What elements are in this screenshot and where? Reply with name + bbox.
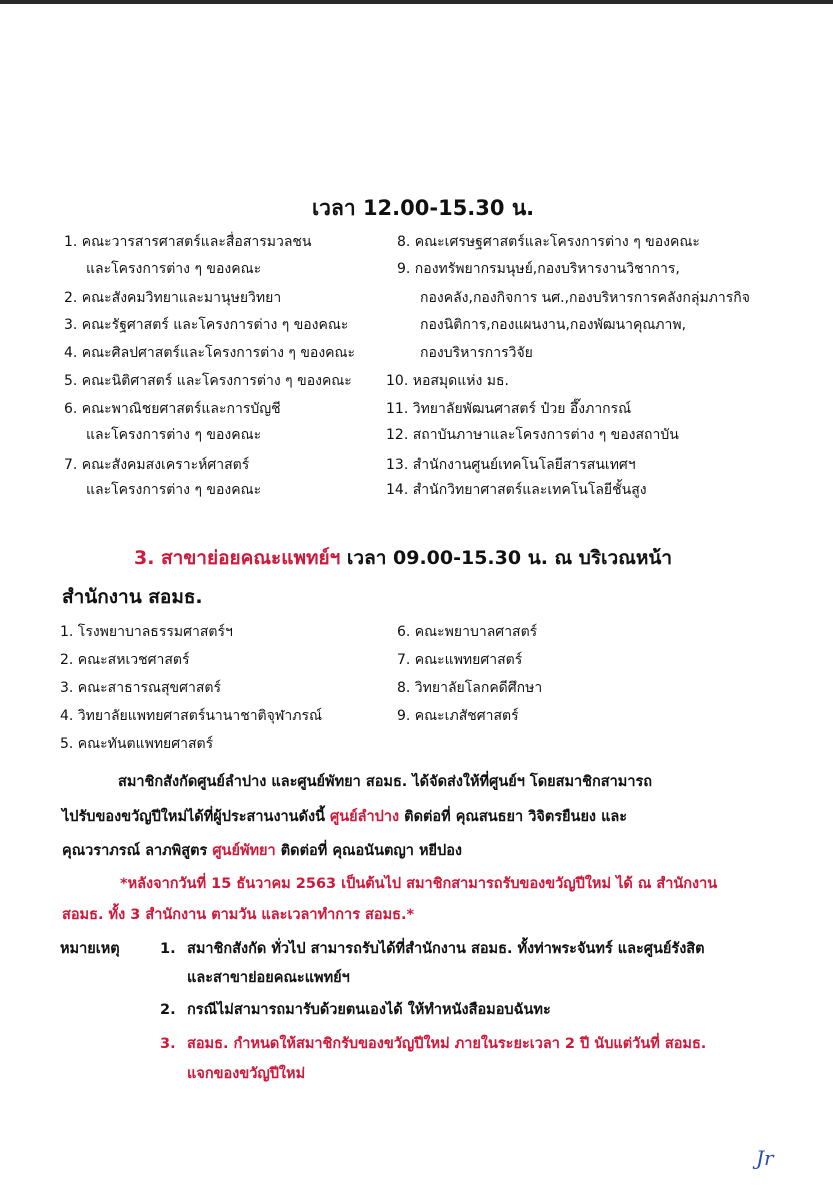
list-item: 14. สำนักวิทยาศาสตร์และเทคโนโลยีชั้นสูง	[386, 482, 647, 498]
section3-title-red: 3. สาขาย่อยคณะแพทย์ฯ	[134, 547, 341, 569]
list-item: 4. วิทยาลัยแพทยศาสตร์นานาชาติจุฬาภรณ์	[60, 708, 323, 724]
remark-number: 2.	[160, 1002, 176, 1018]
list-item: 3. คณะรัฐศาสตร์ และโครงการต่าง ๆ ของคณะ	[64, 317, 349, 333]
paragraph-text: คุณวราภรณ์ ลาภพิสูตร	[62, 843, 213, 859]
list-item: และโครงการต่าง ๆ ของคณะ	[86, 261, 262, 277]
paragraph-line	[62, 837, 462, 865]
paragraph-line: สมาชิกสังกัดศูนย์ลำปาง และศูนย์พัทยา สอมธ. ได้จัดส่งให้ที่ศูนย์ฯ โดยสมาชิกสามารถ	[118, 774, 653, 790]
remark-number: 3.	[160, 1036, 176, 1052]
list-item: และโครงการต่าง ๆ ของคณะ	[86, 427, 262, 443]
list-item: 7. คณะสังคมสงเคราะห์ศาสตร์	[64, 457, 250, 473]
list-item: 3. คณะสาธารณสุขศาสตร์	[60, 680, 222, 696]
list-item: 1. โรงพยาบาลธรรมศาสตร์ฯ	[60, 624, 233, 640]
remark-text: และสาขาย่อยคณะแพทย์ฯ	[187, 970, 350, 986]
center-name-lampang: ศูนย์ลำปาง	[330, 809, 400, 825]
remark-number: 1.	[160, 941, 176, 957]
section3-title	[134, 543, 672, 573]
paragraph-text: ติดต่อที่ คุณอนันตญา หยีปอง	[275, 843, 463, 859]
top-border	[0, 0, 833, 4]
remarks-label: หมายเหตุ	[60, 941, 120, 957]
time-heading: เวลา 12.00-15.30 น.	[312, 196, 535, 220]
remark-text: แจกของขวัญปีใหม่	[187, 1066, 306, 1082]
list-item: 9. กองทรัพยากรมนุษย์,กองบริหารงานวิชาการ,	[397, 261, 680, 277]
list-item: 11. วิทยาลัยพัฒนศาสตร์ ป๋วย อึ๊งภากรณ์	[386, 401, 632, 417]
list-item: 6. คณะพยาบาลศาสตร์	[397, 624, 538, 640]
paragraph-text: ไปรับของขวัญปีใหม่ได้ที่ผู้ประสานงานดังนี้	[62, 809, 331, 825]
list-item: 8. วิทยาลัยโลกคดีศึกษา	[397, 680, 543, 696]
paragraph-line	[62, 803, 627, 831]
list-item: 8. คณะเศรษฐศาสตร์และโครงการต่าง ๆ ของคณะ	[397, 234, 700, 250]
center-name-pattaya: ศูนย์พัทยา	[212, 843, 276, 859]
notice-line: สอมธ. ทั้ง 3 สำนักงาน ตามวัน และเวลาทำการ สอมธ.*	[62, 907, 415, 923]
list-item: 10. หอสมุดแห่ง มธ.	[386, 373, 509, 389]
list-item: 12. สถาบันภาษาและโครงการต่าง ๆ ของสถาบัน	[386, 427, 679, 443]
list-item: และโครงการต่าง ๆ ของคณะ	[86, 482, 262, 498]
paragraph-text: ติดต่อที่ คุณสนธยา วิจิตรยืนยง และ	[399, 809, 628, 825]
section3-title-line2: สำนักงาน สอมธ.	[62, 586, 203, 608]
signature: Jr	[756, 1146, 774, 1170]
list-item: 5. คณะทันตแพทยศาสตร์	[60, 736, 214, 752]
list-item: 6. คณะพาณิชยศาสตร์และการบัญชี	[64, 401, 281, 417]
list-item: 5. คณะนิติศาสตร์ และโครงการต่าง ๆ ของคณะ	[64, 373, 352, 389]
remark-text: สมาชิกสังกัด ทั่วไป สามารถรับได้ที่สำนักงาน สอมธ. ทั้งท่าพระจันทร์ และศูนย์รังสิต	[187, 941, 705, 957]
list-item: กองบริหารการวิจัย	[420, 345, 533, 361]
list-item: 9. คณะเภสัชศาสตร์	[397, 708, 519, 724]
list-item: 2. คณะสังคมวิทยาและมานุษยวิทยา	[64, 290, 282, 306]
remark-text: กรณีไม่สามารถมารับด้วยตนเองได้ ให้ทำหนังสือมอบฉันทะ	[187, 1002, 551, 1018]
list-item: 4. คณะศิลปศาสตร์และโครงการต่าง ๆ ของคณะ	[64, 345, 356, 361]
list-item: 7. คณะแพทยศาสตร์	[397, 652, 523, 668]
notice-line: *หลังจากวันที่ 15 ธันวาคม 2563 เป็นต้นไป สมาชิกสามารถรับของขวัญปีใหม่ ได้ ณ สำนักงาน	[120, 876, 718, 892]
list-item: 1. คณะวารสารศาสตร์และสื่อสารมวลชน	[64, 234, 312, 250]
list-item: 2. คณะสหเวชศาสตร์	[60, 652, 190, 668]
remark-text: สอมธ. กำหนดให้สมาชิกรับของขวัญปีใหม่ ภายในระยะเวลา 2 ปี นับแต่วันที่ สอมธ.	[187, 1036, 707, 1052]
list-item: กองคลัง,กองกิจการ นศ.,กองบริหารการคลังกลุ่มภารกิจ	[420, 290, 750, 306]
section3-title-rest: เวลา 09.00-15.30 น. ณ บริเวณหน้า	[340, 547, 672, 569]
list-item: 13. สำนักงานศูนย์เทคโนโลยีสารสนเทศฯ	[386, 457, 636, 473]
list-item: กองนิติการ,กองแผนงาน,กองพัฒนาคุณภาพ,	[420, 317, 687, 333]
